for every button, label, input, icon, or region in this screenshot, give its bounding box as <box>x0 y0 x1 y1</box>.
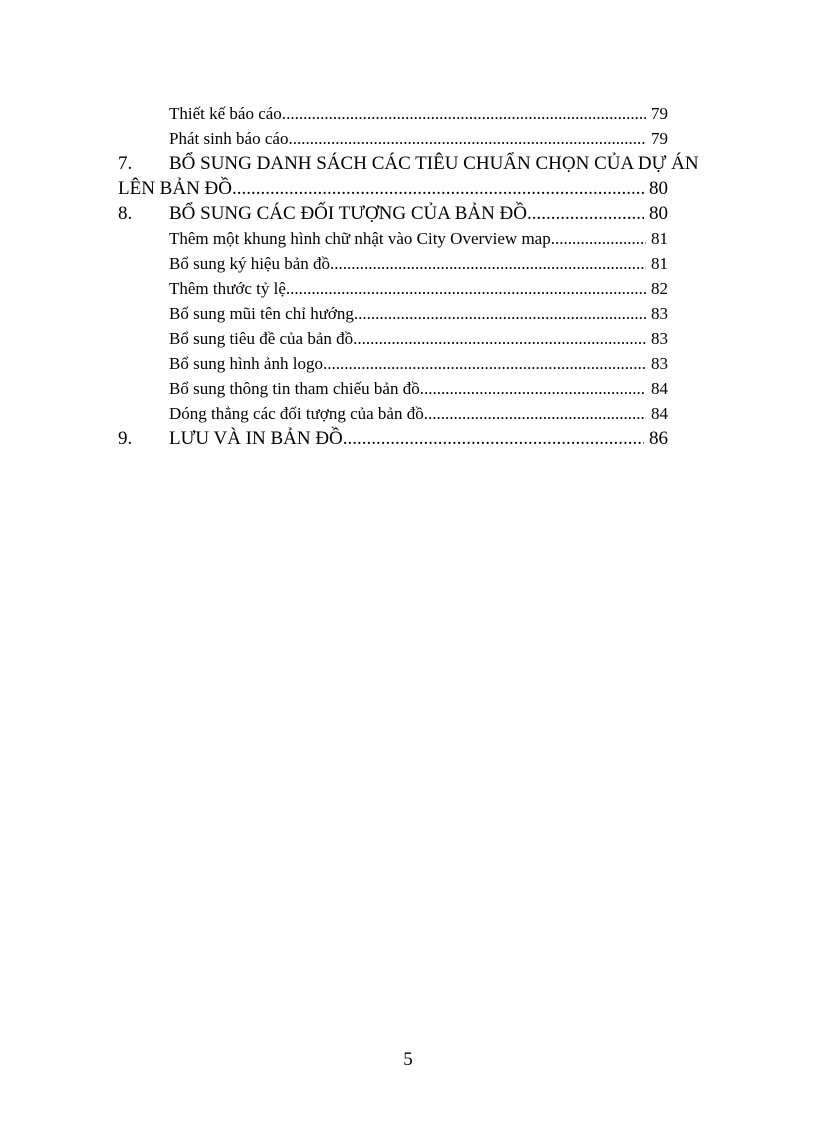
page-number: 5 <box>403 1049 413 1070</box>
toc-entry-title: Bổ sung mũi tên chỉ hướng <box>169 304 354 323</box>
toc-leader <box>551 226 646 251</box>
toc-entry-title: Bổ sung thông tin tham chiếu bản đồ <box>169 379 420 398</box>
toc-entry-page: 81 <box>651 229 668 248</box>
toc-leader <box>354 301 646 326</box>
toc-entry-title: Thêm thước tỷ lệ <box>169 279 286 298</box>
toc-entry-title: Bổ sung hình ảnh logo <box>169 354 323 373</box>
toc-entry-page: 83 <box>651 304 668 323</box>
toc-entry-page: 82 <box>651 279 668 298</box>
toc-entry-page: 84 <box>651 379 668 398</box>
toc-section-title: LÊN BẢN ĐỒ <box>118 178 232 199</box>
toc-entry-page: 84 <box>651 404 668 423</box>
toc-entry-page: 79 <box>651 104 668 123</box>
toc-section-number: 7. <box>118 153 133 174</box>
toc-section-title: BỔ SUNG CÁC ĐỐI TƯỢNG CỦA BẢN ĐỒ <box>169 203 528 224</box>
toc-entry <box>118 351 698 376</box>
toc-entry-title: Dóng thẳng các đối tượng của bản đồ <box>169 404 424 423</box>
toc-entry <box>118 276 698 301</box>
toc-entry-page: 83 <box>651 354 668 373</box>
toc-section-number: 8. <box>118 203 133 224</box>
toc-section-number: 9. <box>118 428 133 449</box>
toc-leader <box>232 176 644 201</box>
toc-entry-title: Bổ sung tiêu đề của bản đồ <box>169 329 354 348</box>
toc-entry-page: 79 <box>651 129 668 148</box>
toc-entry <box>118 126 698 151</box>
toc-entry <box>118 401 698 426</box>
toc-leader <box>527 201 644 226</box>
toc-section-title: LƯU VÀ IN BẢN ĐỒ <box>169 428 343 449</box>
toc-entry <box>118 251 698 276</box>
toc-section <box>118 201 698 226</box>
toc-leader <box>343 426 644 451</box>
toc-leader <box>323 351 646 376</box>
toc-entry-title: Thêm một khung hình chữ nhật vào City Overview map <box>169 229 551 248</box>
toc-entry <box>118 301 698 326</box>
toc-leader <box>353 326 646 351</box>
toc-leader <box>286 276 646 301</box>
toc-leader <box>288 126 646 151</box>
table-of-contents <box>118 101 698 451</box>
toc-leader <box>330 251 646 276</box>
toc-entry-title: Phát sinh báo cáo <box>169 129 289 148</box>
toc-entry-page: 80 <box>649 203 668 224</box>
toc-leader <box>420 376 646 401</box>
toc-entry-page: 86 <box>649 428 668 449</box>
toc-entry-page: 80 <box>649 178 668 199</box>
toc-section <box>118 151 698 176</box>
toc-entry-title: Bổ sung ký hiệu bản đồ <box>169 254 331 273</box>
toc-entry-title: Thiết kế báo cáo <box>169 104 282 123</box>
toc-entry <box>118 376 698 401</box>
toc-section-continuation <box>118 176 698 201</box>
toc-leader <box>282 101 646 126</box>
toc-entry <box>118 101 698 126</box>
toc-section-title: BỔ SUNG DANH SÁCH CÁC TIÊU CHUẨN CHỌN CỦA DỰ ÁN <box>169 153 699 174</box>
toc-leader <box>424 401 646 426</box>
toc-entry <box>118 326 698 351</box>
toc-section <box>118 426 698 451</box>
toc-entry-page: 83 <box>651 329 668 348</box>
toc-entry-page: 81 <box>651 254 668 273</box>
toc-entry <box>118 226 698 251</box>
